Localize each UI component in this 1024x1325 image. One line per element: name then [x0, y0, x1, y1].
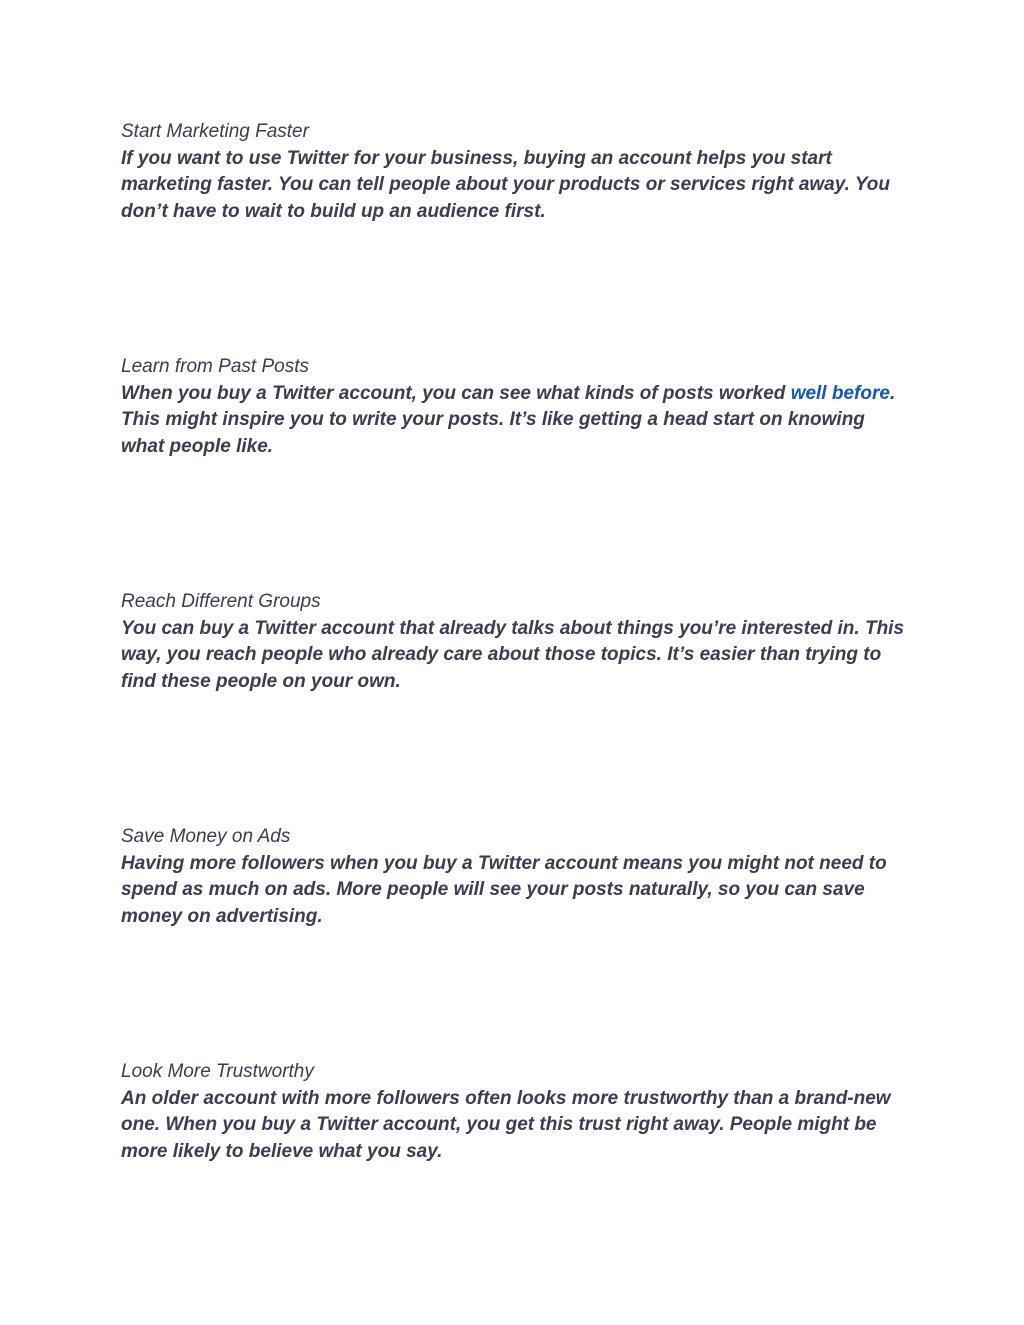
section-body-part: When you buy a Twitter account, you can see what kinds of posts worked	[121, 382, 791, 404]
section-body: If you want to use Twitter for your business, buying an account helps you start marketing faster. You can tell people about your products or services right away. You don’t have to wait to build up an audience first.	[121, 147, 891, 222]
well-before-link[interactable]: well before	[790, 382, 890, 404]
section-body	[121, 381, 911, 461]
section-body-part: . This might inspire you to write your posts. It’s like getting a head start on knowing what people like.	[121, 382, 896, 457]
section-look-more-trustworthy	[121, 1059, 911, 1165]
section-save-money-on-ads	[121, 824, 911, 930]
section-reach-different-groups	[121, 589, 911, 695]
section-body: You can buy a Twitter account that already talks about things you’re interested in. This way, you reach people who already care about those topics. It’s easier than trying to find these people on your own.	[121, 617, 905, 692]
section-learn-from-past-posts	[121, 354, 911, 460]
section-heading: Save Money on Ads	[121, 826, 291, 847]
section-body: Having more followers when you buy a Twitter account means you might not need to spend as much on ads. More people will see your posts naturally, so you can save money on advertising.	[121, 852, 887, 927]
section-heading: Reach Different Groups	[121, 591, 321, 612]
section-start-marketing-faster	[121, 119, 911, 225]
section-heading: Start Marketing Faster	[121, 121, 309, 142]
section-heading: Look More Trustworthy	[121, 1061, 314, 1082]
section-body: An older account with more followers often looks more trustworthy than a brand-new one. When you buy a Twitter account, you get this trust right away. People might be more likely to believe what you say.	[121, 1087, 891, 1162]
section-heading: Learn from Past Posts	[121, 356, 309, 377]
